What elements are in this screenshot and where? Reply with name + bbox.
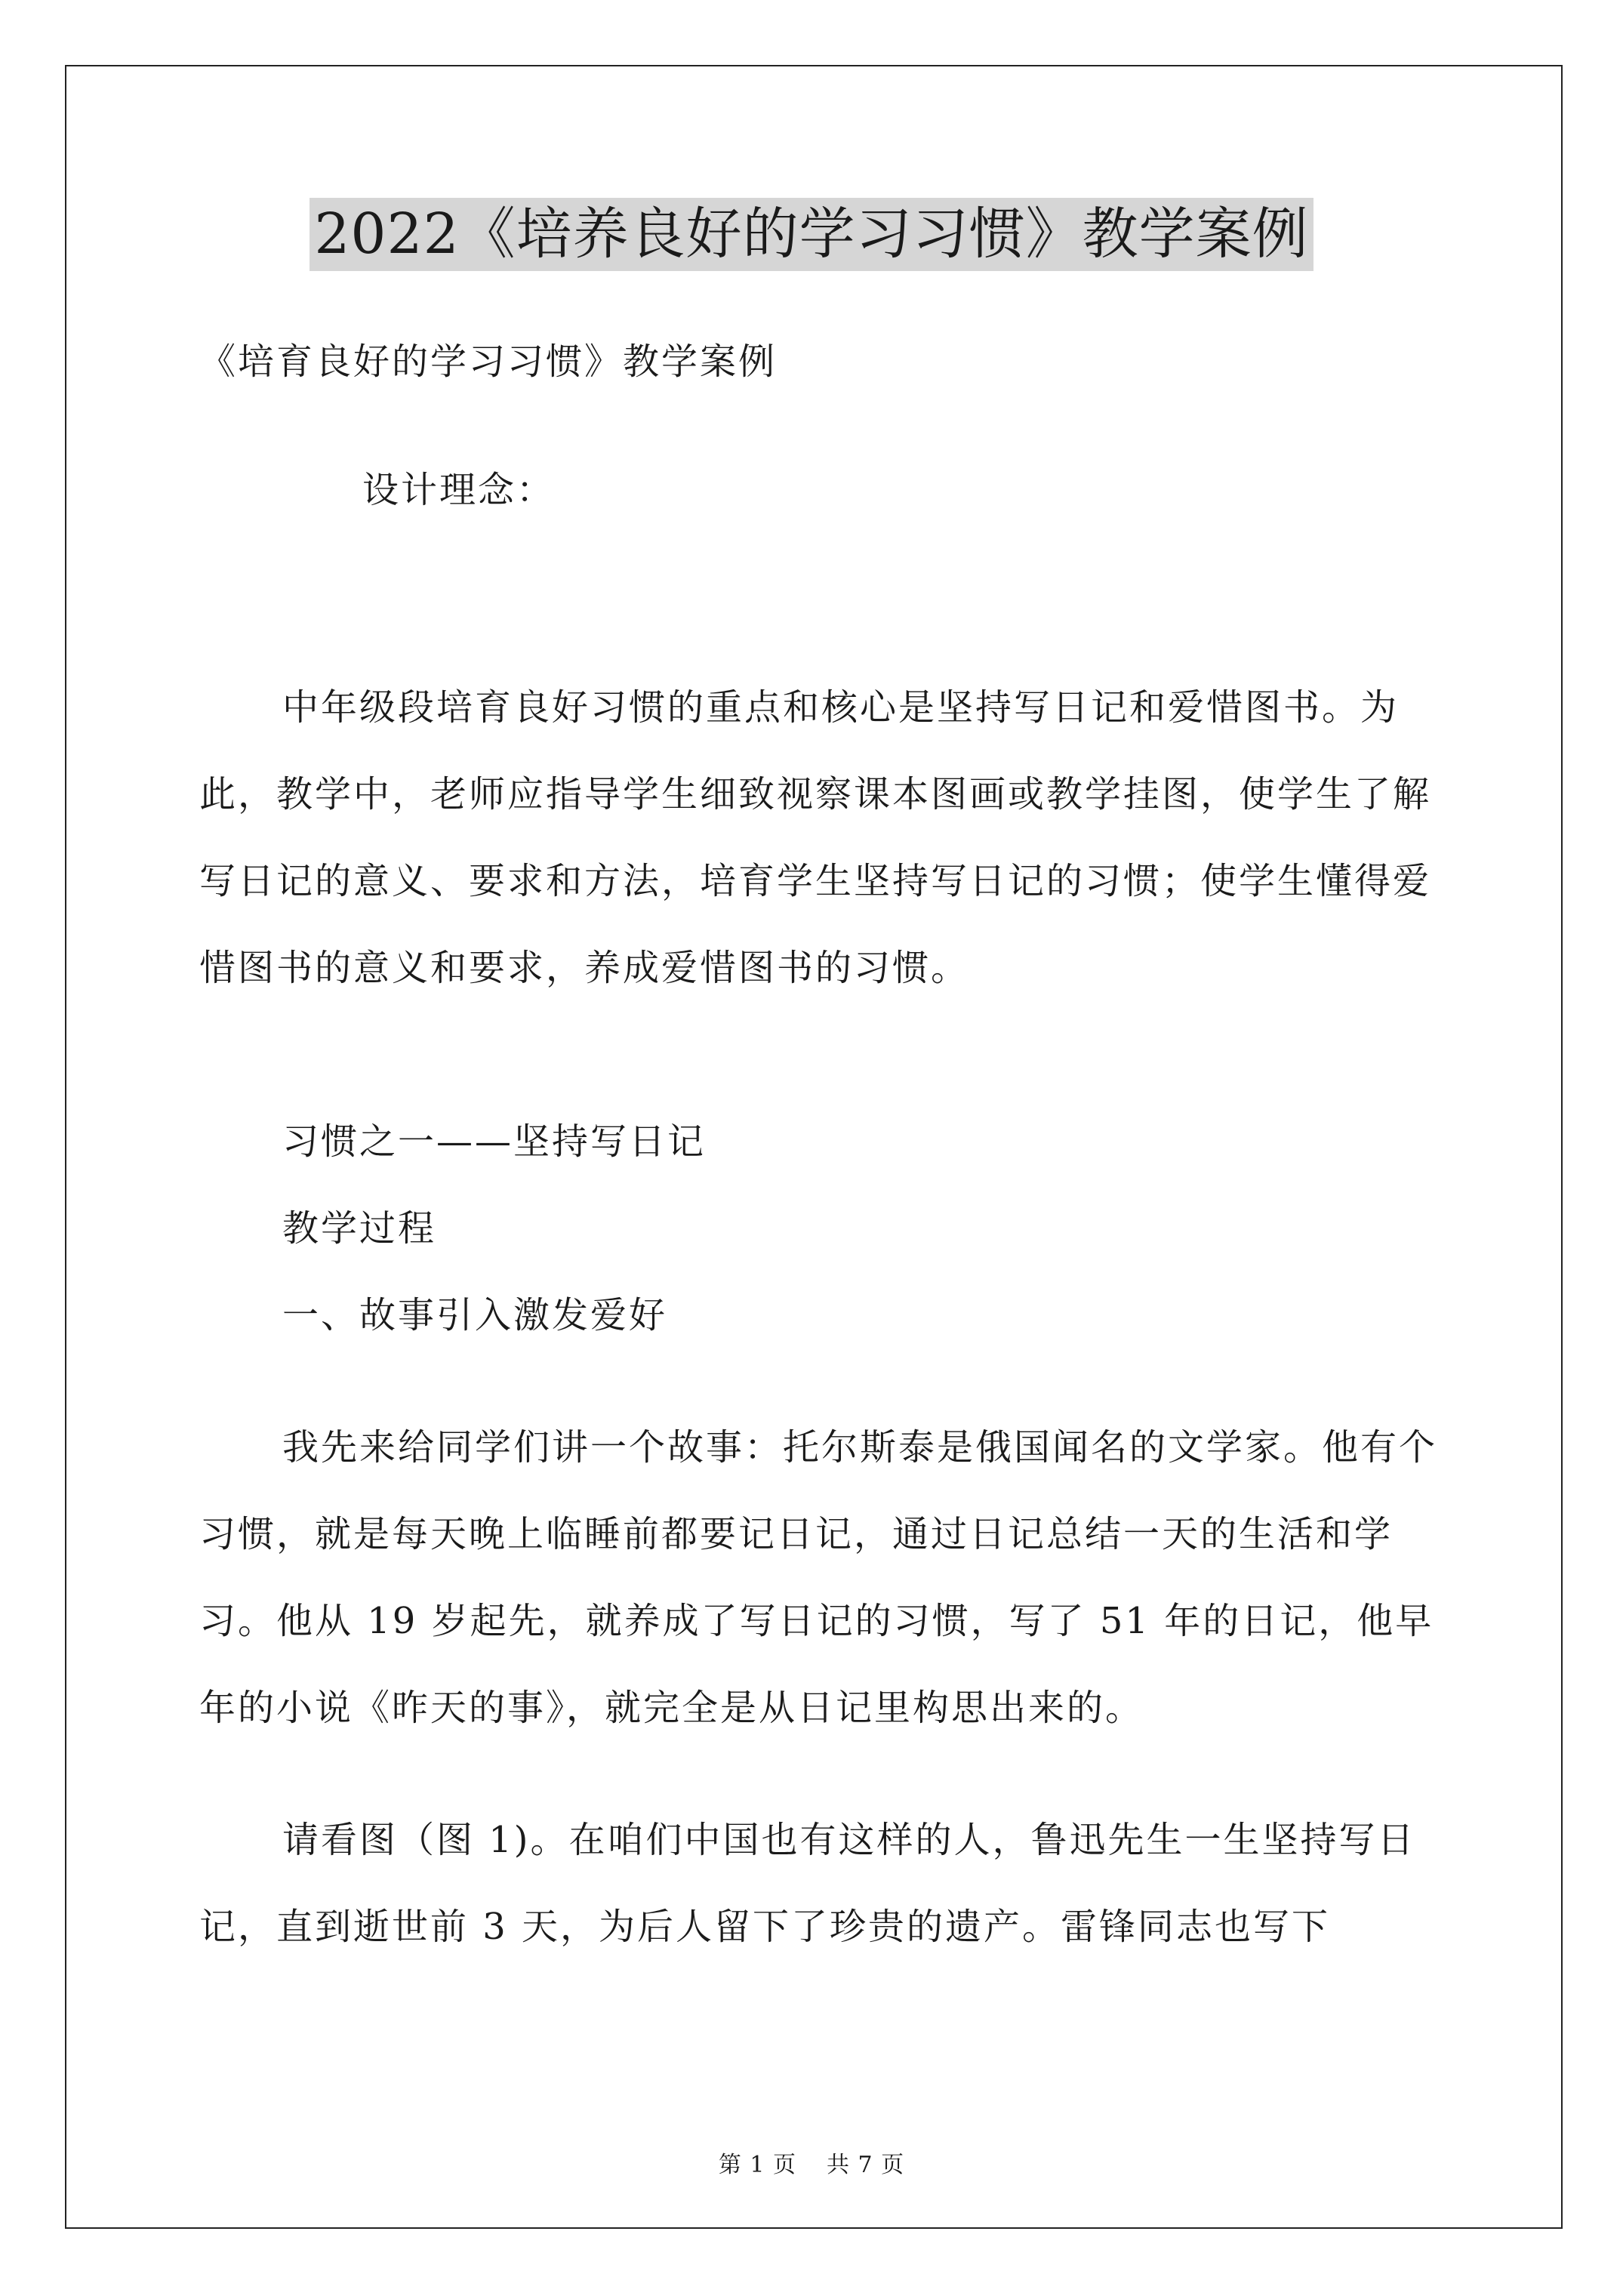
paragraph-2 (199, 1099, 1437, 1185)
paragraph-2-text: 习惯之一——坚持写日记 (282, 1120, 707, 1163)
page-number: 第 1 页 (718, 2152, 796, 2178)
design-concept-heading: 设计理念： (362, 469, 556, 511)
paragraph-6-text: 请看图（图 1)。在咱们中国也有这样的人，鲁迅先生一生坚持写日记，直到逝世前 3 天，为后人留下了珍贵的遗产。雷锋同志也写下 (199, 1819, 1416, 1948)
paragraph-4-text: 一、故事引入激发爱好 (282, 1294, 668, 1336)
paragraph-5-text: 我先来给同学们讲一个故事：托尔斯泰是俄国闻名的文学家。他有个习惯，就是每天晚上临睡前都要记日记，通过日记总结一天的生活和学习。他从 19 岁起先，就养成了写日记的习惯，写了 51 年的日记，他早年的小说《昨天的事》，就完全是从日记里构思出来的。 (199, 1426, 1438, 1729)
document-title: 2022《培养良好的学习习惯》教学案例 (310, 198, 1313, 271)
paragraph-3 (199, 1185, 1437, 1272)
paragraph-6 (199, 1797, 1437, 1971)
document-subtitle: 《培育良好的学习习惯》教学案例 (199, 341, 778, 383)
page-total: 共 7 页 (827, 2152, 905, 2178)
page-footer (0, 2146, 1623, 2179)
paragraph-1 (199, 664, 1437, 1012)
title-wrapper (0, 198, 1623, 271)
paragraph-3-text: 教学过程 (282, 1207, 437, 1250)
paragraph-5 (199, 1404, 1437, 1752)
paragraph-4 (199, 1272, 1437, 1359)
paragraph-1-text: 中年级段培育良好习惯的重点和核心是坚持写日记和爱惜图书。为此，教学中，老师应指导学生细致视察课本图画或教学挂图，使学生了解写日记的意义、要求和方法，培育学生坚持写日记的习惯；使学生懂得爱惜图书的意义和要求，养成爱惜图书的习惯。 (199, 686, 1432, 989)
